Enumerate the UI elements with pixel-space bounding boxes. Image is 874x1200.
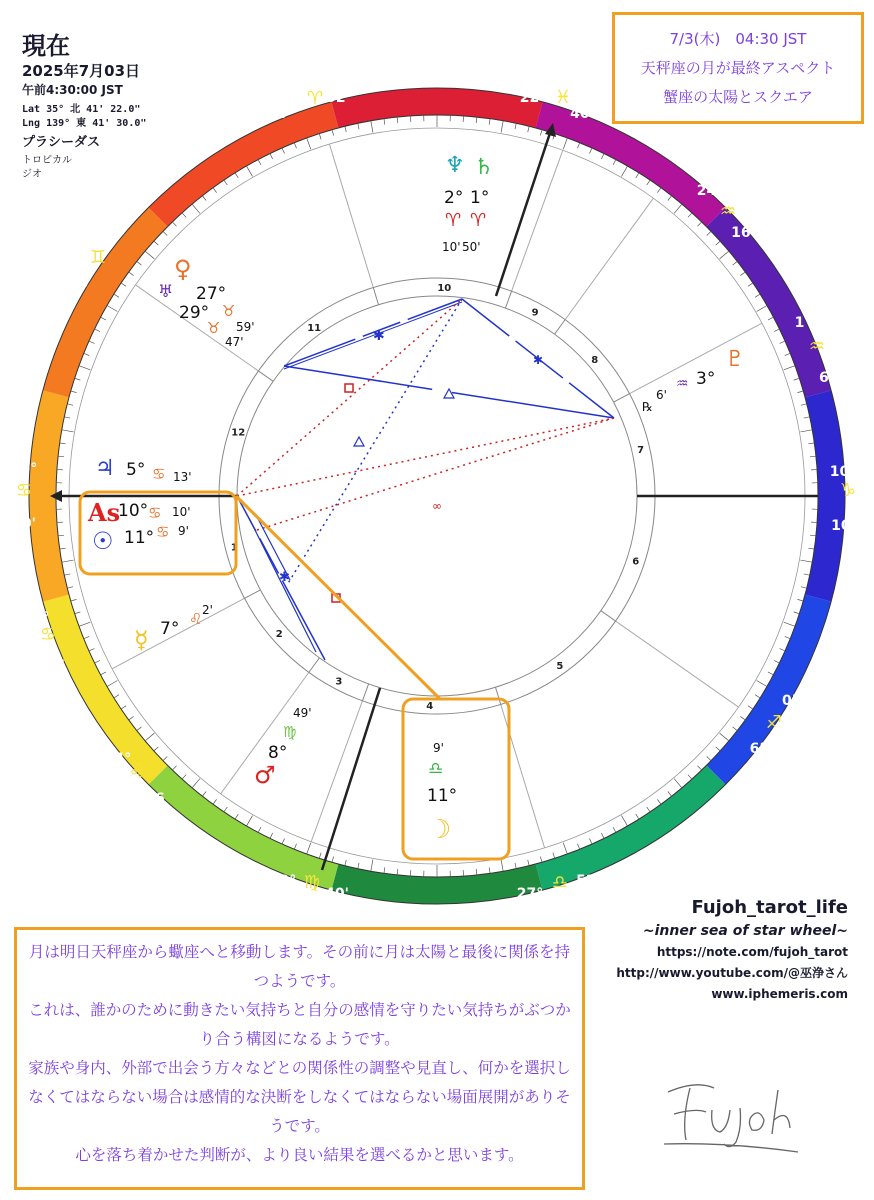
uranus-icon: ♅	[158, 282, 174, 302]
sun-minute: 9'	[178, 524, 189, 538]
message-paragraph: 月は明日天秤座から蠍座へと移動します。その前に月は太陽と最後に関係を持つようです。	[28, 943, 571, 990]
coordinate-system: ジオ	[22, 169, 42, 180]
house-system: プラシーダス	[22, 135, 101, 150]
chart-longitude: Lng 139° 東 41' 30.0"	[22, 118, 147, 129]
cusp-minute-label: 6'	[818, 370, 834, 386]
cusp-degree-label: 24°	[696, 183, 724, 199]
saturn-icon: ♄	[474, 155, 494, 180]
chart-time: 午前4:30:00 JST	[22, 83, 123, 97]
ascendant-minute: 10'	[172, 505, 191, 519]
house-number: 2	[275, 629, 283, 641]
cusp-minute-label: 10'	[831, 518, 855, 534]
cusp-sign-icon: ♒	[808, 336, 826, 357]
uranus-sign-icon: ♉	[207, 319, 221, 337]
credit-link[interactable]: www.iphemeris.com	[711, 987, 848, 1001]
neptune-sign-icon: ♈	[445, 210, 462, 231]
mars-icon: ♂	[254, 761, 276, 789]
cusp-minute-label: 6°	[749, 741, 767, 757]
credit-name: Fujoh_tarot_life	[691, 897, 848, 918]
zodiac-type: トロピカル	[22, 155, 72, 166]
venus-minute: 59'	[236, 320, 255, 334]
credit-block	[548, 896, 848, 1005]
mercury-minute: 2'	[202, 603, 213, 617]
house-number: 4	[426, 700, 434, 712]
cusp-degree-label: 24°	[104, 751, 132, 767]
cusp-degree-label: 22°	[269, 873, 297, 889]
mercury-degree: 7°	[160, 619, 180, 639]
pluto-retrograde-icon: ℞	[642, 400, 653, 414]
jupiter-icon: ♃	[95, 456, 115, 481]
saturn-sign-icon: ♈	[470, 210, 487, 231]
chart-date: 2025年7月03日	[22, 62, 141, 80]
sun-sign-icon: ♋	[156, 523, 170, 541]
cusp-minute-label: 52'	[326, 90, 350, 106]
neptune-degree: 2°	[444, 188, 464, 208]
mars-minute: 49'	[293, 706, 312, 720]
saturn-degree: 1°	[470, 188, 490, 208]
credit-link[interactable]: http://www.youtube.com/@巫浄さん	[616, 966, 848, 980]
house-number: 7	[637, 444, 645, 456]
cusp-degree-label: 1°	[32, 610, 50, 626]
ascendant-label: As	[88, 498, 121, 527]
credit-subtitle: ~inner sea of star wheel~	[642, 923, 848, 939]
mercury-icon: ☿	[134, 626, 149, 654]
house-number: 11	[307, 322, 322, 334]
cusp-degree-label: 27°	[516, 886, 544, 902]
cusp-degree-label: 0'	[781, 693, 797, 709]
aspect-sextile-marker: ✱	[279, 570, 290, 585]
cusp-sign-icon: ♍	[303, 872, 321, 893]
message-box	[14, 927, 585, 1190]
neptune-minute: 10'	[442, 240, 461, 254]
message-paragraph: 心を落ち着かせた判断が、より良い結果を選べるかと思います。	[75, 1146, 524, 1164]
house-number: 9	[531, 307, 539, 319]
cusp-minute-label: 40'	[570, 106, 594, 122]
cusp-minute-label: 16'	[731, 225, 755, 241]
sun-degree: 11°	[124, 528, 155, 548]
cusp-minute-label: 40'	[325, 886, 349, 902]
mars-degree: 8°	[268, 743, 288, 763]
top-note-line: 7/3(木) 04:30 JST	[669, 30, 807, 48]
cusp-degree-label: 22°	[519, 90, 547, 106]
cusp-degree-label: 0'	[101, 232, 117, 248]
cusp-minute-label: 6'	[50, 658, 66, 674]
cusp-sign-icon: ♈	[306, 88, 324, 109]
jupiter-degree: 5°	[126, 460, 146, 480]
chart-latitude: Lat 35° 北 41' 22.0"	[22, 104, 141, 115]
cusp-degree-label: 10°	[829, 464, 857, 480]
house-number: 8	[591, 354, 599, 366]
venus-sign-icon: ♉	[222, 302, 236, 320]
chart-title: 現在	[22, 32, 70, 60]
moon-icon: ☽	[428, 815, 452, 845]
cusp-sign-icon: ♋	[39, 624, 57, 645]
credit-link[interactable]: https://note.com/fujoh_tarot	[656, 945, 848, 959]
top-note-box	[612, 12, 864, 124]
ascendant-sign-icon: ♋	[148, 504, 162, 522]
house-number: 12	[231, 427, 246, 439]
uranus-degree: 29°	[179, 303, 210, 323]
top-note-line: 天秤座の月が最終アスペクト	[640, 59, 836, 77]
mars-sign-icon: ♍	[283, 723, 297, 741]
jupiter-sign-icon: ♋	[152, 465, 166, 483]
cusp-sign-icon: ♌	[128, 761, 146, 782]
message-paragraph: 家族や身内、外部で出会う方々などとの関係性の調整や見直し、何かを選択しなくてはならない場合は感情的な決断をしなくてはならない場面展開がありそうです。	[28, 1059, 571, 1135]
saturn-minute: 50'	[462, 240, 481, 254]
venus-degree: 27°	[196, 284, 227, 304]
house-number: 5	[556, 661, 564, 673]
cusp-minute-label: 16	[145, 791, 165, 807]
aspect-opposition-marker: ∞	[432, 499, 442, 513]
top-note-line: 蟹座の太陽とスクエア	[663, 88, 813, 106]
cusp-minute-label: 10'	[12, 516, 36, 532]
cusp-sign-icon: ♊	[89, 247, 107, 268]
cusp-sign-icon: ♋	[15, 480, 33, 501]
moon-degree: 11°	[427, 786, 458, 806]
cusp-sign-icon: ♓	[554, 87, 572, 108]
neptune-icon: ♆	[445, 153, 465, 178]
cusp-sign-icon: ♐	[765, 712, 783, 733]
pluto-degree: 3°	[696, 369, 716, 389]
cusp-sign-icon: ♎	[551, 872, 569, 893]
house-number: 3	[335, 676, 343, 688]
aspect-ring	[237, 296, 640, 696]
moon-sign-icon: ♎	[428, 759, 444, 779]
house-number: 6	[632, 556, 640, 568]
sun-icon: ☉	[92, 527, 114, 555]
house-number: 1	[230, 542, 238, 554]
venus-icon: ♀	[174, 255, 192, 283]
cusp-degree-label: 1°	[794, 315, 812, 331]
signature-image	[656, 1070, 806, 1160]
uranus-minute: 47'	[225, 335, 244, 349]
mercury-sign-icon: ♌	[189, 610, 203, 628]
jupiter-minute: 13'	[173, 470, 192, 484]
cusp-degree-label: 27°	[269, 106, 297, 122]
cusp-sign-icon: ♒	[719, 201, 737, 222]
pluto-minute: 6'	[656, 388, 667, 402]
message-paragraph: これは、誰かのために動きたい気持ちと自分の感情を守りたい気持ちがぶつかり合う構図になるようです。	[28, 1001, 571, 1048]
aspect-sextile-marker: ✱	[373, 328, 385, 344]
ascendant-degree: 10°	[118, 501, 149, 521]
cusp-sign-icon: ♑	[839, 480, 857, 501]
pluto-icon: ♇	[725, 347, 745, 372]
aspect-sextile-marker: ✱	[533, 353, 544, 367]
cusp-degree-label: 10°	[10, 461, 38, 477]
house-number: 10	[437, 283, 452, 295]
cusp-minute-label: 52'	[576, 873, 600, 889]
pluto-sign-icon: ♒	[676, 376, 689, 392]
moon-minute: 9'	[433, 741, 444, 755]
cusp-minute-label: 6°	[71, 281, 89, 297]
